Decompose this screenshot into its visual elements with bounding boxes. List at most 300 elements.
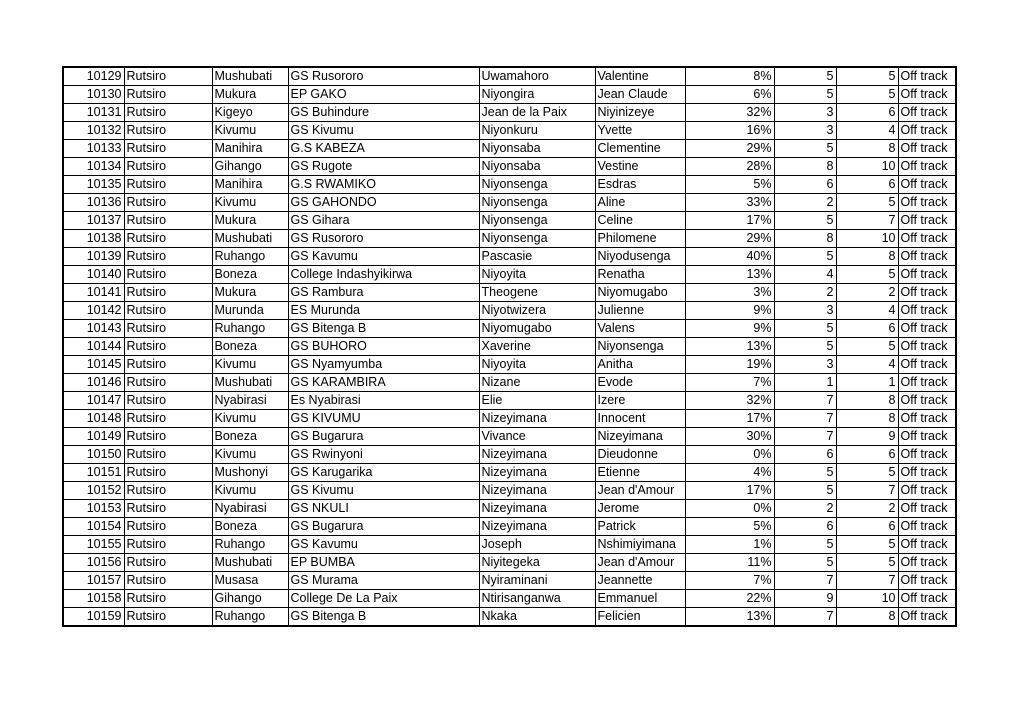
sector-cell: Gihango [212, 590, 288, 608]
count-a-cell: 9 [774, 590, 836, 608]
school-cell: GS Buhindure [288, 104, 479, 122]
last-name-cell: Niyonsenga [479, 176, 595, 194]
status-cell: Off track [898, 554, 956, 572]
percent-cell: 16% [685, 122, 774, 140]
count-b-cell: 7 [836, 482, 898, 500]
id-cell: 10129 [63, 67, 124, 86]
count-b-cell: 10 [836, 230, 898, 248]
last-name-cell: Nizeyimana [479, 464, 595, 482]
status-cell: Off track [898, 302, 956, 320]
count-a-cell: 5 [774, 482, 836, 500]
count-a-cell: 5 [774, 212, 836, 230]
percent-cell: 13% [685, 608, 774, 627]
school-cell: GS KARAMBIRA [288, 374, 479, 392]
first-name-cell: Innocent [595, 410, 685, 428]
status-cell: Off track [898, 212, 956, 230]
count-b-cell: 6 [836, 104, 898, 122]
count-a-cell: 5 [774, 320, 836, 338]
first-name-cell: Nshimiyimana [595, 536, 685, 554]
count-a-cell: 7 [774, 392, 836, 410]
table-row [63, 266, 956, 284]
count-a-cell: 8 [774, 230, 836, 248]
percent-cell: 8% [685, 67, 774, 86]
percent-cell: 17% [685, 410, 774, 428]
sector-cell: Ruhango [212, 536, 288, 554]
percent-cell: 7% [685, 572, 774, 590]
count-a-cell: 2 [774, 284, 836, 302]
status-cell: Off track [898, 374, 956, 392]
school-cell: GS NKULI [288, 500, 479, 518]
status-cell: Off track [898, 158, 956, 176]
district-cell: Rutsiro [124, 536, 212, 554]
count-b-cell: 5 [836, 86, 898, 104]
school-cell: GS BUHORO [288, 338, 479, 356]
status-cell: Off track [898, 482, 956, 500]
sector-cell: Kivumu [212, 122, 288, 140]
id-cell: 10135 [63, 176, 124, 194]
count-b-cell: 2 [836, 500, 898, 518]
school-cell: EP GAKO [288, 86, 479, 104]
status-cell: Off track [898, 230, 956, 248]
last-name-cell: Niyoyita [479, 266, 595, 284]
district-cell: Rutsiro [124, 230, 212, 248]
count-a-cell: 5 [774, 140, 836, 158]
count-a-cell: 5 [774, 86, 836, 104]
district-cell: Rutsiro [124, 194, 212, 212]
percent-cell: 29% [685, 230, 774, 248]
table-row [63, 320, 956, 338]
id-cell: 10138 [63, 230, 124, 248]
sector-cell: Kivumu [212, 194, 288, 212]
id-cell: 10136 [63, 194, 124, 212]
table-row [63, 158, 956, 176]
percent-cell: 3% [685, 284, 774, 302]
count-b-cell: 6 [836, 518, 898, 536]
first-name-cell: Anitha [595, 356, 685, 374]
status-cell: Off track [898, 500, 956, 518]
district-cell: Rutsiro [124, 428, 212, 446]
count-a-cell: 5 [774, 536, 836, 554]
district-cell: Rutsiro [124, 554, 212, 572]
status-cell: Off track [898, 67, 956, 86]
status-cell: Off track [898, 284, 956, 302]
count-a-cell: 3 [774, 356, 836, 374]
sector-cell: Mukura [212, 86, 288, 104]
first-name-cell: Dieudonne [595, 446, 685, 464]
id-cell: 10152 [63, 482, 124, 500]
table-row [63, 590, 956, 608]
percent-cell: 9% [685, 302, 774, 320]
count-b-cell: 10 [836, 590, 898, 608]
first-name-cell: Nizeyimana [595, 428, 685, 446]
last-name-cell: Nizane [479, 374, 595, 392]
id-cell: 10146 [63, 374, 124, 392]
percent-cell: 13% [685, 266, 774, 284]
table-row [63, 392, 956, 410]
data-table [62, 66, 957, 627]
count-a-cell: 7 [774, 410, 836, 428]
percent-cell: 28% [685, 158, 774, 176]
count-b-cell: 10 [836, 158, 898, 176]
last-name-cell: Uwamahoro [479, 67, 595, 86]
table-row [63, 230, 956, 248]
last-name-cell: Niyonsaba [479, 140, 595, 158]
count-a-cell: 3 [774, 122, 836, 140]
first-name-cell: Niyonsenga [595, 338, 685, 356]
count-b-cell: 8 [836, 392, 898, 410]
school-cell: GS Kavumu [288, 248, 479, 266]
district-cell: Rutsiro [124, 176, 212, 194]
status-cell: Off track [898, 356, 956, 374]
count-b-cell: 1 [836, 374, 898, 392]
count-a-cell: 7 [774, 572, 836, 590]
sector-cell: Musasa [212, 572, 288, 590]
percent-cell: 30% [685, 428, 774, 446]
count-b-cell: 5 [836, 536, 898, 554]
school-cell: GS Gihara [288, 212, 479, 230]
district-cell: Rutsiro [124, 158, 212, 176]
school-cell: GS Kivumu [288, 122, 479, 140]
first-name-cell: Vestine [595, 158, 685, 176]
district-cell: Rutsiro [124, 590, 212, 608]
first-name-cell: Niyomugabo [595, 284, 685, 302]
sector-cell: Boneza [212, 518, 288, 536]
last-name-cell: Nizeyimana [479, 482, 595, 500]
status-cell: Off track [898, 320, 956, 338]
school-cell: GS Murama [288, 572, 479, 590]
table-row [63, 536, 956, 554]
first-name-cell: Yvette [595, 122, 685, 140]
school-cell: GS Nyamyumba [288, 356, 479, 374]
first-name-cell: Clementine [595, 140, 685, 158]
last-name-cell: Niyonsaba [479, 158, 595, 176]
count-b-cell: 5 [836, 67, 898, 86]
sector-cell: Ruhango [212, 608, 288, 627]
last-name-cell: Nizeyimana [479, 500, 595, 518]
last-name-cell: Niyoyita [479, 356, 595, 374]
sector-cell: Mushubati [212, 374, 288, 392]
table-row [63, 212, 956, 230]
status-cell: Off track [898, 518, 956, 536]
percent-cell: 5% [685, 518, 774, 536]
count-b-cell: 5 [836, 266, 898, 284]
id-cell: 10137 [63, 212, 124, 230]
count-a-cell: 5 [774, 248, 836, 266]
id-cell: 10154 [63, 518, 124, 536]
district-cell: Rutsiro [124, 356, 212, 374]
table-row [63, 284, 956, 302]
id-cell: 10133 [63, 140, 124, 158]
last-name-cell: Elie [479, 392, 595, 410]
last-name-cell: Nizeyimana [479, 518, 595, 536]
count-a-cell: 2 [774, 194, 836, 212]
table-row [63, 338, 956, 356]
id-cell: 10158 [63, 590, 124, 608]
district-cell: Rutsiro [124, 608, 212, 627]
sector-cell: Kivumu [212, 482, 288, 500]
school-cell: GS Karugarika [288, 464, 479, 482]
id-cell: 10144 [63, 338, 124, 356]
table-row [63, 374, 956, 392]
sector-cell: Ruhango [212, 320, 288, 338]
first-name-cell: Jean d'Amour [595, 482, 685, 500]
district-cell: Rutsiro [124, 104, 212, 122]
status-cell: Off track [898, 428, 956, 446]
id-cell: 10156 [63, 554, 124, 572]
school-cell: Es Nyabirasi [288, 392, 479, 410]
district-cell: Rutsiro [124, 446, 212, 464]
first-name-cell: Jean d'Amour [595, 554, 685, 572]
sector-cell: Mushubati [212, 67, 288, 86]
first-name-cell: Evode [595, 374, 685, 392]
school-cell: GS Rambura [288, 284, 479, 302]
district-cell: Rutsiro [124, 500, 212, 518]
sector-cell: Murunda [212, 302, 288, 320]
school-cell: GS Bugarura [288, 428, 479, 446]
sector-cell: Nyabirasi [212, 500, 288, 518]
table-row [63, 446, 956, 464]
last-name-cell: Niyonsenga [479, 230, 595, 248]
count-a-cell: 5 [774, 464, 836, 482]
district-cell: Rutsiro [124, 302, 212, 320]
table-row [63, 104, 956, 122]
school-cell: College De La Paix [288, 590, 479, 608]
table-row [63, 194, 956, 212]
percent-cell: 22% [685, 590, 774, 608]
table-row [63, 608, 956, 627]
first-name-cell: Niyinizeye [595, 104, 685, 122]
count-b-cell: 5 [836, 338, 898, 356]
sector-cell: Kivumu [212, 446, 288, 464]
district-cell: Rutsiro [124, 140, 212, 158]
count-a-cell: 5 [774, 338, 836, 356]
district-cell: Rutsiro [124, 392, 212, 410]
sector-cell: Manihira [212, 140, 288, 158]
last-name-cell: Xaverine [479, 338, 595, 356]
count-b-cell: 6 [836, 320, 898, 338]
table-row [63, 482, 956, 500]
count-a-cell: 5 [774, 554, 836, 572]
count-b-cell: 6 [836, 176, 898, 194]
first-name-cell: Renatha [595, 266, 685, 284]
last-name-cell: Ntirisanganwa [479, 590, 595, 608]
school-cell: GS Bugarura [288, 518, 479, 536]
last-name-cell: Joseph [479, 536, 595, 554]
sector-cell: Boneza [212, 338, 288, 356]
percent-cell: 13% [685, 338, 774, 356]
count-b-cell: 5 [836, 464, 898, 482]
status-cell: Off track [898, 194, 956, 212]
district-cell: Rutsiro [124, 284, 212, 302]
status-cell: Off track [898, 86, 956, 104]
sector-cell: Boneza [212, 266, 288, 284]
sector-cell: Mukura [212, 212, 288, 230]
id-cell: 10142 [63, 302, 124, 320]
first-name-cell: Jean Claude [595, 86, 685, 104]
id-cell: 10153 [63, 500, 124, 518]
id-cell: 10151 [63, 464, 124, 482]
table-row [63, 67, 956, 86]
count-a-cell: 6 [774, 176, 836, 194]
id-cell: 10145 [63, 356, 124, 374]
count-b-cell: 8 [836, 248, 898, 266]
sector-cell: Kivumu [212, 356, 288, 374]
first-name-cell: Patrick [595, 518, 685, 536]
first-name-cell: Jerome [595, 500, 685, 518]
count-b-cell: 4 [836, 122, 898, 140]
count-b-cell: 6 [836, 446, 898, 464]
status-cell: Off track [898, 248, 956, 266]
school-cell: G.S RWAMIKO [288, 176, 479, 194]
sector-cell: Gihango [212, 158, 288, 176]
sector-cell: Ruhango [212, 248, 288, 266]
last-name-cell: Nyiraminani [479, 572, 595, 590]
table-row [63, 428, 956, 446]
percent-cell: 6% [685, 86, 774, 104]
first-name-cell: Valens [595, 320, 685, 338]
count-a-cell: 5 [774, 67, 836, 86]
school-cell: GS Bitenga B [288, 608, 479, 627]
count-b-cell: 8 [836, 410, 898, 428]
school-cell: GS Kavumu [288, 536, 479, 554]
percent-cell: 40% [685, 248, 774, 266]
sector-cell: Kivumu [212, 410, 288, 428]
percent-cell: 7% [685, 374, 774, 392]
school-cell: GS Rwinyoni [288, 446, 479, 464]
count-a-cell: 3 [774, 104, 836, 122]
status-cell: Off track [898, 590, 956, 608]
id-cell: 10143 [63, 320, 124, 338]
status-cell: Off track [898, 410, 956, 428]
percent-cell: 17% [685, 212, 774, 230]
first-name-cell: Aline [595, 194, 685, 212]
district-cell: Rutsiro [124, 212, 212, 230]
last-name-cell: Nizeyimana [479, 410, 595, 428]
id-cell: 10147 [63, 392, 124, 410]
table-row [63, 140, 956, 158]
table-row [63, 410, 956, 428]
count-b-cell: 9 [836, 428, 898, 446]
status-cell: Off track [898, 266, 956, 284]
sector-cell: Boneza [212, 428, 288, 446]
count-b-cell: 8 [836, 608, 898, 627]
count-b-cell: 4 [836, 302, 898, 320]
last-name-cell: Niyotwizera [479, 302, 595, 320]
school-cell: GS KIVUMU [288, 410, 479, 428]
sector-cell: Mukura [212, 284, 288, 302]
table-row [63, 302, 956, 320]
school-cell: GS GAHONDO [288, 194, 479, 212]
school-cell: GS Rusororo [288, 230, 479, 248]
district-cell: Rutsiro [124, 248, 212, 266]
status-cell: Off track [898, 176, 956, 194]
id-cell: 10155 [63, 536, 124, 554]
table-row [63, 572, 956, 590]
first-name-cell: Jeannette [595, 572, 685, 590]
school-cell: ES Murunda [288, 302, 479, 320]
school-cell: G.S KABEZA [288, 140, 479, 158]
status-cell: Off track [898, 104, 956, 122]
first-name-cell: Etienne [595, 464, 685, 482]
last-name-cell: Pascasie [479, 248, 595, 266]
sector-cell: Nyabirasi [212, 392, 288, 410]
first-name-cell: Emmanuel [595, 590, 685, 608]
id-cell: 10131 [63, 104, 124, 122]
table-row [63, 464, 956, 482]
count-b-cell: 4 [836, 356, 898, 374]
status-cell: Off track [898, 608, 956, 627]
id-cell: 10140 [63, 266, 124, 284]
id-cell: 10132 [63, 122, 124, 140]
count-a-cell: 2 [774, 500, 836, 518]
table-row [63, 176, 956, 194]
count-a-cell: 6 [774, 446, 836, 464]
percent-cell: 33% [685, 194, 774, 212]
status-cell: Off track [898, 392, 956, 410]
count-b-cell: 7 [836, 572, 898, 590]
sector-cell: Mushubati [212, 554, 288, 572]
first-name-cell: Izere [595, 392, 685, 410]
district-cell: Rutsiro [124, 67, 212, 86]
school-cell: GS Kivumu [288, 482, 479, 500]
district-cell: Rutsiro [124, 518, 212, 536]
sector-cell: Manihira [212, 176, 288, 194]
first-name-cell: Philomene [595, 230, 685, 248]
sector-cell: Mushubati [212, 230, 288, 248]
school-cell: College Indashyikirwa [288, 266, 479, 284]
sector-cell: Mushonyi [212, 464, 288, 482]
first-name-cell: Niyodusenga [595, 248, 685, 266]
last-name-cell: Nizeyimana [479, 446, 595, 464]
id-cell: 10134 [63, 158, 124, 176]
district-cell: Rutsiro [124, 266, 212, 284]
last-name-cell: Jean de la Paix [479, 104, 595, 122]
district-cell: Rutsiro [124, 338, 212, 356]
last-name-cell: Niyonsenga [479, 194, 595, 212]
count-a-cell: 7 [774, 608, 836, 627]
percent-cell: 4% [685, 464, 774, 482]
sector-cell: Kigeyo [212, 104, 288, 122]
count-b-cell: 2 [836, 284, 898, 302]
count-a-cell: 7 [774, 428, 836, 446]
table-row [63, 356, 956, 374]
district-cell: Rutsiro [124, 86, 212, 104]
last-name-cell: Theogene [479, 284, 595, 302]
district-cell: Rutsiro [124, 374, 212, 392]
status-cell: Off track [898, 464, 956, 482]
id-cell: 10157 [63, 572, 124, 590]
percent-cell: 0% [685, 500, 774, 518]
count-a-cell: 6 [774, 518, 836, 536]
percent-cell: 1% [685, 536, 774, 554]
status-cell: Off track [898, 446, 956, 464]
count-a-cell: 3 [774, 302, 836, 320]
id-cell: 10159 [63, 608, 124, 627]
percent-cell: 17% [685, 482, 774, 500]
district-cell: Rutsiro [124, 410, 212, 428]
school-cell: GS Rugote [288, 158, 479, 176]
status-cell: Off track [898, 572, 956, 590]
last-name-cell: Niyonkuru [479, 122, 595, 140]
count-b-cell: 7 [836, 212, 898, 230]
id-cell: 10139 [63, 248, 124, 266]
table-body [63, 67, 956, 626]
district-cell: Rutsiro [124, 482, 212, 500]
status-cell: Off track [898, 140, 956, 158]
table-row [63, 122, 956, 140]
last-name-cell: Niyomugabo [479, 320, 595, 338]
school-cell: EP BUMBA [288, 554, 479, 572]
